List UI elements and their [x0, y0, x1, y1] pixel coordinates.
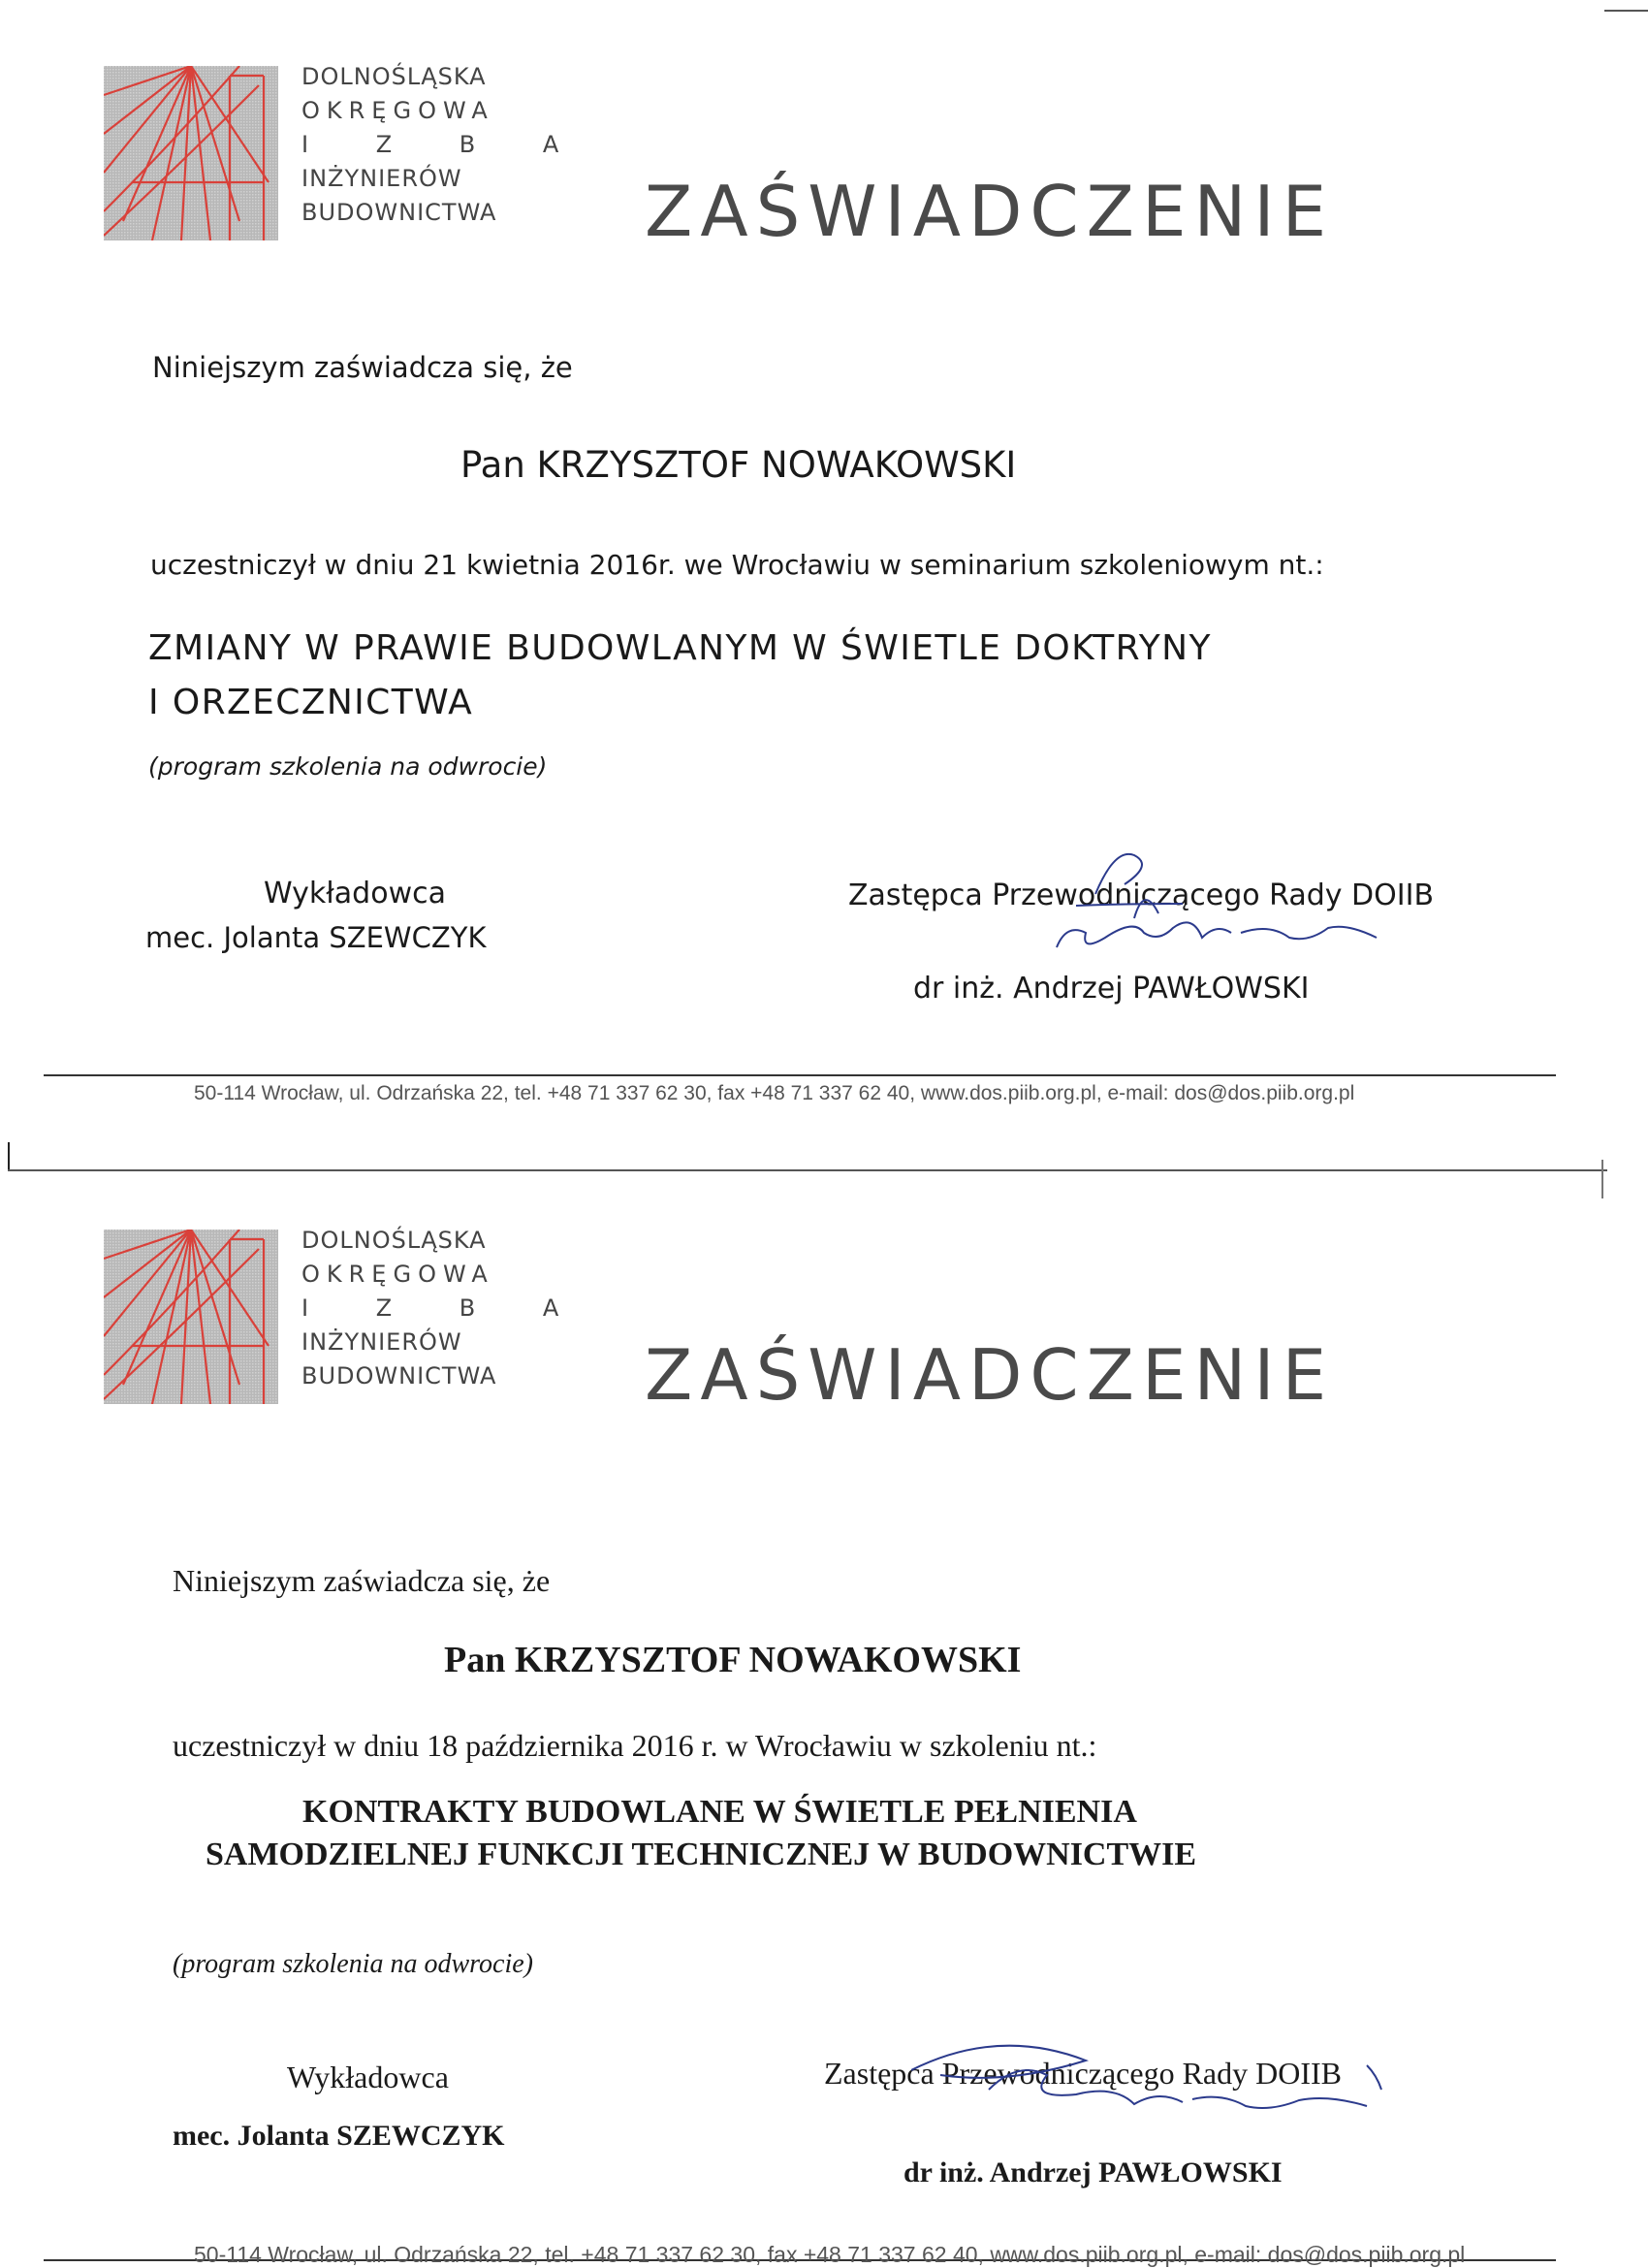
person-name: Pan KRZYSZTOF NOWAKOWSKI	[444, 1640, 1022, 1680]
participation-text: uczestniczył w dniu 18 października 2016 r. w Wrocławiu w szkoleniu nt.:	[173, 1728, 1097, 1763]
signature-icon	[911, 2017, 1396, 2143]
footer-divider	[44, 1074, 1556, 1076]
certificate-title: ZAŚWIADCZENIE	[645, 171, 1335, 252]
participation-text: uczestniczył w dniu 21 kwietnia 2016r. we Wrocławiu w seminarium szkoleniowym nt.:	[150, 549, 1324, 581]
scan-edge-mark	[1604, 10, 1648, 12]
org-line: INŻYNIERÓW	[301, 165, 462, 192]
footer-address: 50-114 Wrocław, ul. Odrzańska 22, tel. +48 71 337 62 30, fax +48 71 337 62 40, www.dos.piib.org.pl, e-mail: dos@dos.piib.org.pl	[194, 1082, 1355, 1104]
org-line: OKRĘGOWA	[301, 97, 494, 124]
lecturer-label: Wykładowca	[287, 2060, 449, 2094]
program-note: (program szkolenia na odwrocie)	[148, 752, 548, 781]
signatory-title: Zastępca Przewodniczącego Rady DOIIB	[824, 2056, 1342, 2091]
org-line: DOLNOŚLĄSKA	[301, 1227, 487, 1254]
signature-icon	[989, 846, 1396, 972]
intro-text: Niniejszym zaświadcza się, że	[173, 1563, 551, 1598]
org-line: I Z B A	[301, 131, 589, 158]
org-line: INŻYNIERÓW	[301, 1328, 462, 1356]
signatory-name: dr inż. Andrzej PAWŁOWSKI	[913, 972, 1310, 1006]
lecturer-name: mec. Jolanta SZEWCZYK	[173, 2120, 505, 2152]
org-line: OKRĘGOWA	[301, 1261, 494, 1288]
lecturer-name: mec. Jolanta SZEWCZYK	[145, 921, 487, 954]
org-line: BUDOWNICTWA	[301, 1362, 497, 1390]
chamber-logo-icon	[104, 1230, 278, 1404]
organization-name	[301, 60, 588, 230]
certificate-title: ZAŚWIADCZENIE	[645, 1334, 1335, 1416]
org-line: DOLNOŚLĄSKA	[301, 63, 487, 90]
organization-name	[301, 1224, 588, 1393]
topic-line-2: I ORZECZNICTWA	[148, 683, 474, 722]
person-name: Pan KRZYSZTOF NOWAKOWSKI	[460, 444, 1017, 486]
topic-line-2: SAMODZIELNEJ FUNKCJI TECHNICZNEJ W BUDOWNICTWIE	[206, 1837, 1197, 1872]
org-line: BUDOWNICTWA	[301, 199, 497, 226]
intro-text: Niniejszym zaświadcza się, że	[152, 351, 573, 384]
footer-address: 50-114 Wrocław, ul. Odrzańska 22, tel. +48 71 337 62 30, fax +48 71 337 62 40, www.dos.piib.org.pl, e-mail: dos@dos.piib.org.pl	[194, 2242, 1466, 2267]
lecturer-label: Wykładowca	[264, 877, 446, 910]
org-line: I Z B A	[301, 1294, 589, 1322]
topic-line-1: ZMIANY W PRAWIE BUDOWLANYM W ŚWIETLE DOKTRYNY	[148, 628, 1212, 668]
certificate-2	[0, 1164, 1648, 2267]
program-note: (program szkolenia na odwrocie)	[173, 1949, 533, 1979]
signatory-name: dr inż. Andrzej PAWŁOWSKI	[903, 2156, 1283, 2188]
chamber-logo-icon	[104, 66, 278, 240]
signatory-title: Zastępca Przewodniczącego Rady DOIIB	[848, 878, 1435, 912]
topic-line-1: KONTRAKTY BUDOWLANE W ŚWIETLE PEŁNIENIA	[302, 1794, 1137, 1830]
